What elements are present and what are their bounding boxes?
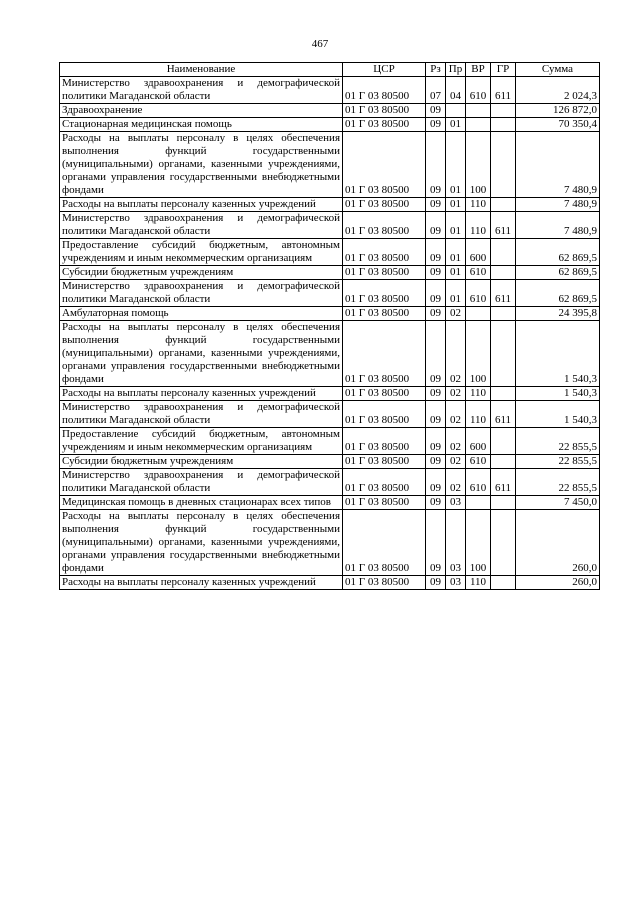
cell-name: Расходы на выплаты персоналу казенных учреждений [60, 198, 343, 212]
cell-pr: 01 [446, 132, 466, 198]
table-row [60, 387, 600, 401]
table-row [60, 401, 600, 428]
table-row [60, 455, 600, 469]
table-row [60, 239, 600, 266]
header-csr: ЦСР [343, 63, 426, 77]
cell-gr [491, 198, 516, 212]
header-rz: Рз [426, 63, 446, 77]
cell-gr [491, 266, 516, 280]
cell-csr: 01 Г 03 80500 [343, 239, 426, 266]
cell-sum: 24 395,8 [516, 307, 600, 321]
cell-csr: 01 Г 03 80500 [343, 266, 426, 280]
cell-pr: 03 [446, 496, 466, 510]
cell-pr: 01 [446, 266, 466, 280]
cell-sum: 2 024,3 [516, 77, 600, 104]
cell-vr: 110 [466, 387, 491, 401]
cell-pr: 01 [446, 212, 466, 239]
cell-sum: 7 480,9 [516, 198, 600, 212]
table-row [60, 321, 600, 387]
header-pr: Пр [446, 63, 466, 77]
cell-pr: 01 [446, 239, 466, 266]
cell-gr [491, 321, 516, 387]
cell-pr: 02 [446, 321, 466, 387]
cell-pr: 02 [446, 428, 466, 455]
table-row [60, 428, 600, 455]
cell-name: Стационарная медицинская помощь [60, 118, 343, 132]
header-vr: ВР [466, 63, 491, 77]
cell-csr: 01 Г 03 80500 [343, 132, 426, 198]
cell-rz: 09 [426, 428, 446, 455]
cell-rz: 09 [426, 496, 446, 510]
cell-gr: 611 [491, 469, 516, 496]
table-row [60, 496, 600, 510]
cell-gr [491, 387, 516, 401]
cell-sum: 7 480,9 [516, 132, 600, 198]
cell-rz: 09 [426, 307, 446, 321]
cell-vr: 610 [466, 266, 491, 280]
cell-gr [491, 104, 516, 118]
cell-pr: 01 [446, 118, 466, 132]
table-row [60, 307, 600, 321]
table-row [60, 132, 600, 198]
cell-csr: 01 Г 03 80500 [343, 307, 426, 321]
cell-gr [491, 307, 516, 321]
cell-rz: 09 [426, 104, 446, 118]
header-row [60, 63, 600, 77]
cell-sum: 260,0 [516, 510, 600, 576]
cell-gr [491, 239, 516, 266]
cell-vr: 110 [466, 401, 491, 428]
cell-rz: 09 [426, 576, 446, 590]
cell-name: Субсидии бюджетным учреждениям [60, 266, 343, 280]
cell-sum: 260,0 [516, 576, 600, 590]
table-row [60, 212, 600, 239]
cell-sum: 126 872,0 [516, 104, 600, 118]
table-row [60, 576, 600, 590]
cell-sum: 1 540,3 [516, 387, 600, 401]
table-row [60, 280, 600, 307]
cell-vr: 610 [466, 280, 491, 307]
cell-vr: 100 [466, 321, 491, 387]
cell-name: Расходы на выплаты персоналу казенных учреждений [60, 387, 343, 401]
cell-csr: 01 Г 03 80500 [343, 280, 426, 307]
header-gr: ГР [491, 63, 516, 77]
header-name: Наименование [60, 63, 343, 77]
cell-csr: 01 Г 03 80500 [343, 212, 426, 239]
cell-sum: 62 869,5 [516, 280, 600, 307]
cell-gr [491, 510, 516, 576]
cell-rz: 09 [426, 321, 446, 387]
cell-csr: 01 Г 03 80500 [343, 321, 426, 387]
cell-name: Министерство здравоохранения и демографической политики Магаданской области [60, 401, 343, 428]
cell-sum: 62 869,5 [516, 266, 600, 280]
cell-sum: 70 350,4 [516, 118, 600, 132]
cell-csr: 01 Г 03 80500 [343, 198, 426, 212]
cell-name: Расходы на выплаты персоналу в целях обеспечения выполнения функций государственными (муниципальными) органами, казенными учреждениями, органами управления государственными внебюджетными фондами [60, 321, 343, 387]
cell-rz: 09 [426, 280, 446, 307]
header-sum: Сумма [516, 63, 600, 77]
cell-rz: 09 [426, 387, 446, 401]
cell-rz: 09 [426, 469, 446, 496]
table-row [60, 198, 600, 212]
cell-pr: 02 [446, 307, 466, 321]
table-row [60, 104, 600, 118]
table-row [60, 266, 600, 280]
cell-vr: 110 [466, 198, 491, 212]
cell-vr: 610 [466, 469, 491, 496]
cell-rz: 09 [426, 198, 446, 212]
cell-csr: 01 Г 03 80500 [343, 510, 426, 576]
cell-sum: 1 540,3 [516, 401, 600, 428]
cell-pr: 03 [446, 576, 466, 590]
table-row [60, 510, 600, 576]
cell-gr [491, 455, 516, 469]
cell-name: Амбулаторная помощь [60, 307, 343, 321]
cell-pr: 03 [446, 510, 466, 576]
cell-name: Расходы на выплаты персоналу в целях обеспечения выполнения функций государственными (муниципальными) органами, казенными учреждениями, органами управления государственными внебюджетными фондами [60, 132, 343, 198]
cell-csr: 01 Г 03 80500 [343, 576, 426, 590]
cell-csr: 01 Г 03 80500 [343, 455, 426, 469]
cell-gr [491, 428, 516, 455]
cell-vr: 610 [466, 455, 491, 469]
cell-csr: 01 Г 03 80500 [343, 387, 426, 401]
cell-vr [466, 104, 491, 118]
cell-vr: 100 [466, 132, 491, 198]
cell-rz: 09 [426, 455, 446, 469]
cell-pr: 04 [446, 77, 466, 104]
cell-sum: 1 540,3 [516, 321, 600, 387]
cell-pr: 02 [446, 455, 466, 469]
cell-rz: 09 [426, 266, 446, 280]
cell-vr: 600 [466, 239, 491, 266]
cell-pr: 02 [446, 401, 466, 428]
cell-rz: 09 [426, 510, 446, 576]
cell-name: Расходы на выплаты персоналу казенных учреждений [60, 576, 343, 590]
table-row [60, 469, 600, 496]
cell-csr: 01 Г 03 80500 [343, 428, 426, 455]
cell-csr: 01 Г 03 80500 [343, 77, 426, 104]
cell-gr: 611 [491, 401, 516, 428]
budget-table [59, 62, 600, 590]
cell-name: Медицинская помощь в дневных стационарах всех типов [60, 496, 343, 510]
cell-csr: 01 Г 03 80500 [343, 496, 426, 510]
cell-sum: 7 480,9 [516, 212, 600, 239]
cell-csr: 01 Г 03 80500 [343, 104, 426, 118]
cell-name: Расходы на выплаты персоналу в целях обеспечения выполнения функций государственными (муниципальными) органами, казенными учреждениями, органами управления государственными внебюджетными фондами [60, 510, 343, 576]
cell-gr: 611 [491, 212, 516, 239]
cell-sum: 22 855,5 [516, 455, 600, 469]
cell-pr: 02 [446, 387, 466, 401]
cell-vr [466, 118, 491, 132]
cell-rz: 09 [426, 132, 446, 198]
cell-rz: 09 [426, 239, 446, 266]
cell-gr [491, 132, 516, 198]
cell-vr: 110 [466, 576, 491, 590]
cell-vr [466, 496, 491, 510]
cell-gr [491, 576, 516, 590]
cell-name: Министерство здравоохранения и демографической политики Магаданской области [60, 77, 343, 104]
table-row [60, 118, 600, 132]
cell-sum: 62 869,5 [516, 239, 600, 266]
cell-name: Предоставление субсидий бюджетным, автономным учреждениям и иным некоммерческим организациям [60, 428, 343, 455]
cell-csr: 01 Г 03 80500 [343, 469, 426, 496]
cell-pr: 01 [446, 198, 466, 212]
cell-name: Здравоохранение [60, 104, 343, 118]
cell-sum: 7 450,0 [516, 496, 600, 510]
cell-vr: 600 [466, 428, 491, 455]
cell-vr: 110 [466, 212, 491, 239]
cell-name: Предоставление субсидий бюджетным, автономным учреждениям и иным некоммерческим организациям [60, 239, 343, 266]
cell-name: Министерство здравоохранения и демографической политики Магаданской области [60, 280, 343, 307]
cell-sum: 22 855,5 [516, 428, 600, 455]
cell-gr [491, 496, 516, 510]
cell-vr [466, 307, 491, 321]
cell-vr: 100 [466, 510, 491, 576]
cell-name: Министерство здравоохранения и демографической политики Магаданской области [60, 469, 343, 496]
cell-csr: 01 Г 03 80500 [343, 401, 426, 428]
cell-pr [446, 104, 466, 118]
cell-pr: 01 [446, 280, 466, 307]
cell-rz: 09 [426, 118, 446, 132]
page-number: 467 [311, 38, 329, 50]
cell-gr: 611 [491, 280, 516, 307]
cell-name: Министерство здравоохранения и демографической политики Магаданской области [60, 212, 343, 239]
cell-sum: 22 855,5 [516, 469, 600, 496]
cell-gr: 611 [491, 77, 516, 104]
cell-pr: 02 [446, 469, 466, 496]
cell-rz: 09 [426, 212, 446, 239]
cell-csr: 01 Г 03 80500 [343, 118, 426, 132]
cell-gr [491, 118, 516, 132]
cell-rz: 09 [426, 401, 446, 428]
cell-rz: 07 [426, 77, 446, 104]
cell-vr: 610 [466, 77, 491, 104]
cell-name: Субсидии бюджетным учреждениям [60, 455, 343, 469]
table-row [60, 77, 600, 104]
